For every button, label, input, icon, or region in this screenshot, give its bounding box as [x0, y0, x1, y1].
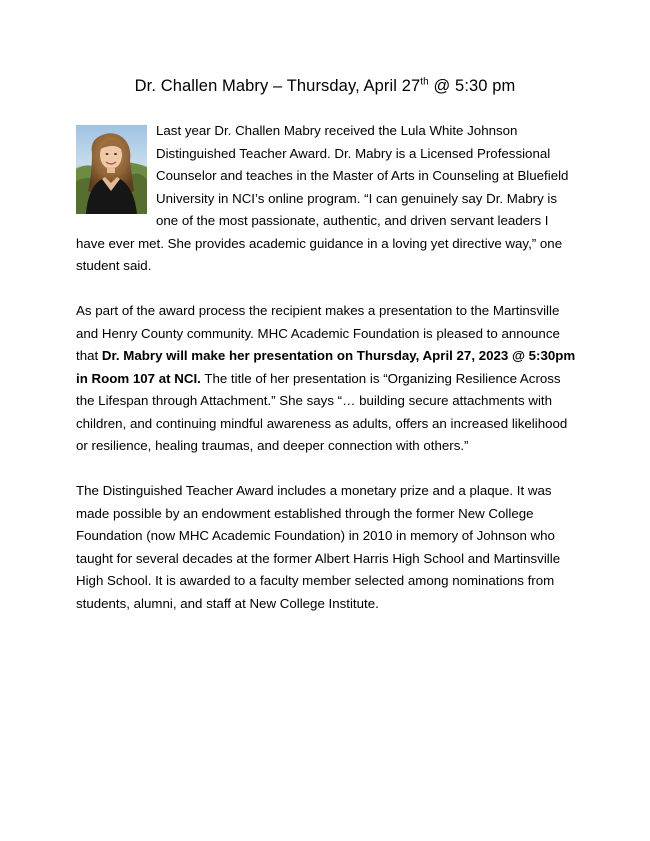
paragraph-award-history: The Distinguished Teacher Award includes a monetary prize and a plaque. It was made possible by an endowment established through the former New College Foundation (now MHC Academic Foundation) in 2010 in memory of Johnson who taught for several decades at the former Albert Harris High School and Martinsville High School. It is awarded to a faculty member selected among nominations from students, alumni, and staff at New College Institute.	[76, 483, 561, 611]
paragraph-presentation-lead: As part of the award process the recipient makes a presentation to the Martinsville and Henry County community. MHC Academic Foundation is pleased to announce that	[76, 303, 560, 363]
article-body	[76, 120, 576, 615]
paragraph-presentation-rest: The title of her presentation is “Organizing Resilience Across the Lifespan through Attachment.” She says “… building secure attachments with children, and continuing mindful awareness as adults, offers an increased likelihood or resilience, healing traumas, and deeper connection with others.”	[76, 370, 568, 453]
portrait-photo	[76, 125, 147, 214]
paragraph-award-intro: Last year Dr. Challen Mabry received the Lula White Johnson Distinguished Teacher Award. Dr. Mabry is a Licensed Professional Counselor and teaches in the Master of Arts in Counseling at Bluefield University in NCI’s online program. “I can genuinely say Dr. Mabry is one of the most passionate, authentic, and driven servant leaders I have ever met. She provides academic guidance in a loving yet directive way,” one student said.	[76, 123, 569, 273]
page-title	[0, 74, 650, 98]
title-superscript: th	[420, 76, 429, 88]
title-tail: @ 5:30 pm	[428, 77, 516, 95]
paragraph-presentation	[76, 300, 576, 458]
portrait-illustration	[76, 125, 147, 214]
title-main: Dr. Challen Mabry – Thursday, April 27	[134, 77, 421, 95]
paragraph-spacer	[76, 278, 576, 301]
paragraph-spacer	[76, 458, 576, 481]
presentation-details: Dr. Mabry will make her presentation on Thursday, April 27, 2023 @ 5:30pm in Room 107 at NCI.	[76, 348, 576, 386]
